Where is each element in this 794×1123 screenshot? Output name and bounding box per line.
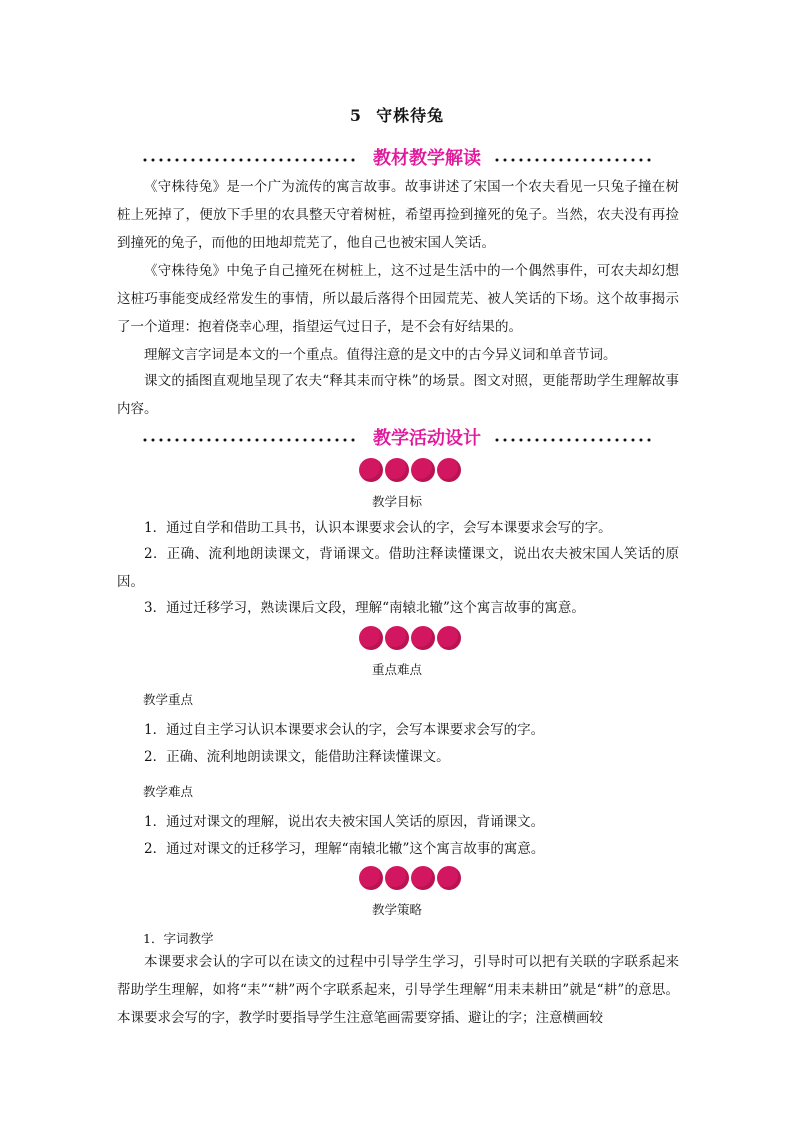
dotted-divider-left [143,438,361,442]
page-title [0,103,794,126]
difficulty-item-2: 2．通过对课文的迁移学习，理解“南辕北辙”这个寓言故事的寓意。 [144,841,545,857]
focus-label: 教学重点 [143,692,194,707]
decorative-circles [359,866,463,890]
circle-icon [411,458,435,482]
lesson-number: 5 [349,106,363,125]
intro-paragraph-2: 《守株待兔》中兔子自己撞死在树桩上，这不过是生活中的一个偶然事件，可农夫却幻想这桩巧事能变成经常发生的事情，所以最后落得个田园荒芜、被人笑话的下场。这个故事揭示了一个道理：抱着侥幸心理，指望运气过日子，是不会有好结果的。 [117,263,679,335]
circle-icon [359,458,383,482]
section-banner-textbook-reading [143,146,653,172]
dotted-divider-right [495,438,653,442]
intro-paragraph-4: 课文的插图直观地呈现了农夫“释其耒而守株”的场景。图文对照，更能帮助学生理解故事内容。 [117,373,679,417]
lesson-title: 守株待兔 [376,106,445,125]
difficulty-item-1: 1．通过对课文的理解，说出农夫被宋国人笑话的原因，背诵课文。 [144,814,545,830]
banner-label: 教材教学解读 [373,148,481,169]
goal-item-1: 1．通过自学和借助工具书，认识本课要求会认的字，会写本课要求会写的字。 [144,520,612,536]
banner-label: 教学活动设计 [373,428,481,449]
circle-icon [385,626,409,650]
circle-icon [411,866,435,890]
circle-icon [437,458,461,482]
circle-icon [385,866,409,890]
section-banner-activity-design [143,426,653,452]
key-points-heading: 重点难点 [371,662,422,677]
difficulty-label: 教学难点 [143,784,194,799]
decorative-circles [359,626,463,650]
strategy-paragraph: 本课要求会认的字可以在读文的过程中引导学生学习，引导时可以把有关联的字联系起来帮助学生理解，如将“耒”“耕”两个字联系起来，引导学生理解“用耒耒耕田”就是“耕”的意思。本课要求会写的字，教学时要指导学生注意笔画需要穿插、避让的字；注意横画较 [117,954,679,1026]
decorative-circles [359,458,463,482]
dotted-divider-left [143,158,361,162]
circle-icon [437,626,461,650]
strategy-heading: 教学策略 [371,902,422,917]
strategy-subheading: 1．字词教学 [143,931,214,946]
focus-item-1: 1．通过自主学习认识本课要求会认的字，会写本课要求会写的字。 [144,722,545,738]
circle-icon [359,866,383,890]
intro-paragraph-1: 《守株待兔》是一个广为流传的寓言故事。故事讲述了宋国一个农夫看见一只兔子撞在树桩上死掉了，便放下手里的农具整天守着树桩，希望再捡到撞死的兔子。当然，农夫没有再捡到撞死的兔子，而他的田地却荒芜了，他自己也被宋国人笑话。 [117,179,679,251]
focus-item-2: 2．正确、流利地朗读课文，能借助注释读懂课文。 [144,749,450,765]
goals-heading: 教学目标 [371,494,422,509]
circle-icon [411,626,435,650]
intro-paragraph-3: 理解文言字词是本文的一个重点。值得注意的是文中的古今异义词和单音节词。 [144,347,617,363]
goal-item-2: 2．正确、流利地朗读课文，背诵课文。借助注释读懂课文，说出农夫被宋国人笑话的原因。 [117,546,679,590]
goal-item-3: 3．通过迁移学习，熟读课后文段，理解“南辕北辙”这个寓言故事的寓意。 [144,600,585,616]
circle-icon [359,626,383,650]
circle-icon [385,458,409,482]
circle-icon [437,866,461,890]
dotted-divider-right [495,158,653,162]
